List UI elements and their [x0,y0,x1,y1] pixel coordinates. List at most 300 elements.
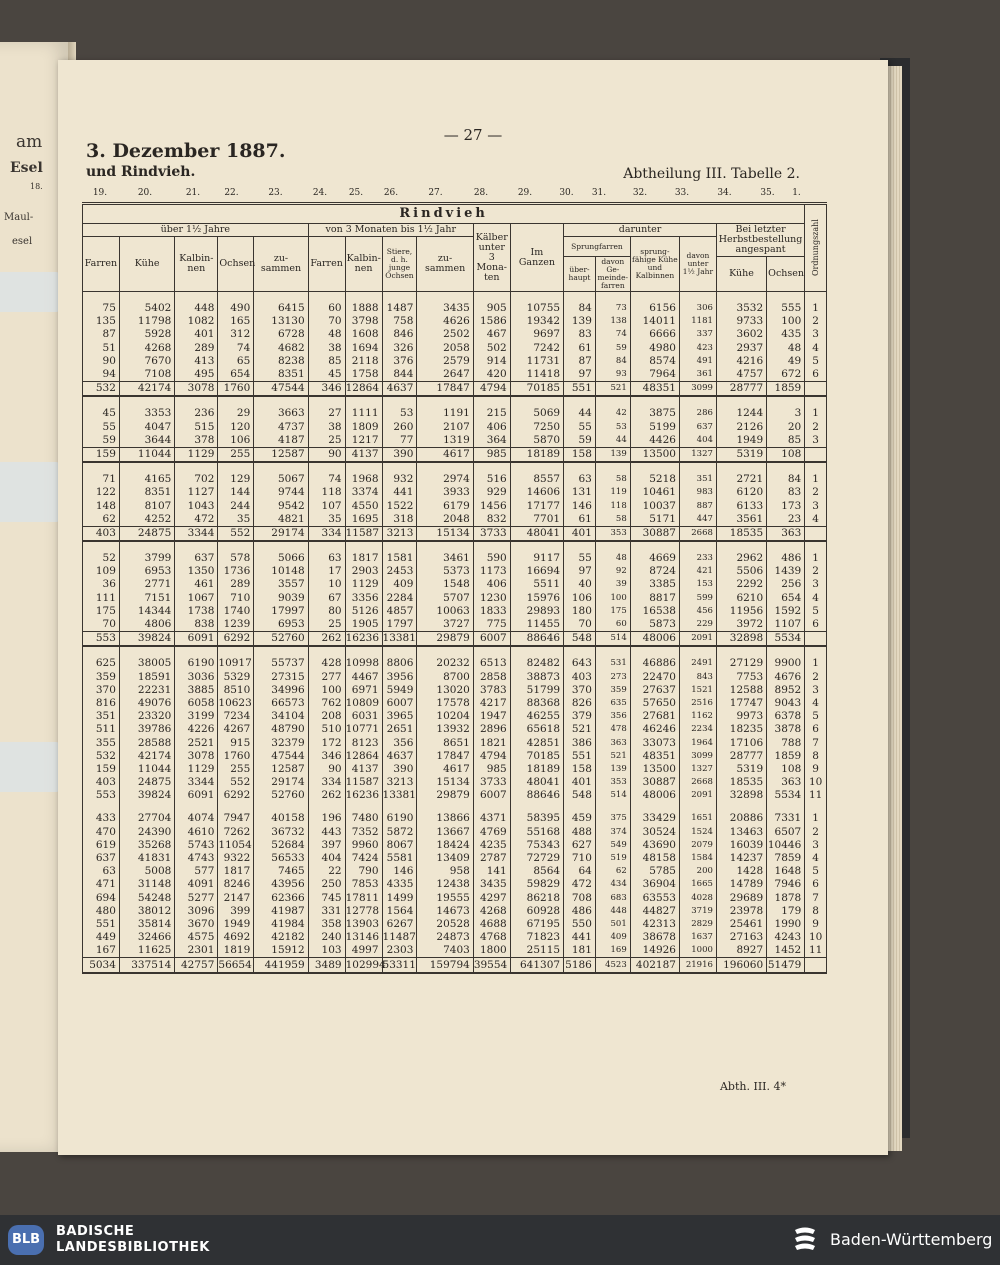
table-cell: 548 [564,789,596,802]
table-row [83,736,827,749]
table-cell: 63 [308,552,345,565]
table-cell: 1239 [218,618,254,632]
table-cell: 694 [83,892,120,905]
table-cell: 4523 [595,958,630,973]
table-cell: 63 [564,473,596,486]
table-cell: 5743 [175,839,218,852]
table-cell: 236 [175,407,218,420]
table-cell: 233 [679,552,716,565]
table-cell [767,462,805,473]
table-cell [564,802,596,812]
table-cell: 22 [308,865,345,878]
table-cell: 337514 [119,958,174,973]
table-cell: 29893 [510,605,563,618]
table-cell: 1067 [175,592,218,605]
table-cell [679,462,716,473]
table-row [83,826,827,839]
table-cell: 38005 [119,657,174,670]
table-row [83,328,827,341]
header-calves: Kälber unter 3 Mona-ten [473,224,510,292]
table-cell: 532 [83,750,120,763]
table-cell [767,396,805,407]
ordnungszahl-cell: 1 [805,552,827,565]
table-cell: 53 [595,421,630,434]
table-cell: 351 [679,473,716,486]
table-cell: 139 [595,447,630,462]
table-cell: 13130 [254,315,308,328]
table-cell [175,292,218,303]
table-cell: 1129 [345,578,382,591]
table-cell: 29879 [417,789,473,802]
table-cell: 363 [767,526,805,541]
header-col: über-haupt [564,257,596,292]
table-cell: 15912 [254,944,308,958]
ordnungszahl-cell: 2 [805,421,827,434]
table-cell: 75343 [510,839,563,852]
table-cell: 1637 [679,931,716,944]
table-cell: 406 [473,578,510,591]
table-cell: 25461 [716,918,766,931]
table-cell: 7465 [254,865,308,878]
table-cell: 70 [308,315,345,328]
ordnungszahl-cell: 2 [805,826,827,839]
table-cell: 46246 [630,723,679,736]
table-cell: 5506 [716,565,766,578]
table-cell: 48041 [510,526,563,541]
table-cell: 404 [679,434,716,448]
table-cell: 1760 [218,382,254,397]
header-group-mid: von 3 Monaten bis 1½ Jahr [308,224,473,237]
table-cell: 5277 [175,892,218,905]
table-cell: 9322 [218,852,254,865]
column-number: 28. [473,188,489,198]
table-cell [564,541,596,552]
table-cell: 1888 [345,302,382,315]
header-col: Kühe [119,237,174,292]
table-cell: 1452 [767,944,805,958]
table-cell: 27 [308,407,345,420]
table-gap-row [83,396,827,407]
table-cell [679,292,716,303]
table-cell: 6007 [473,632,510,647]
table-cell: 138 [595,315,630,328]
table-cell: 590 [473,552,510,565]
table-cell [716,462,766,473]
table-cell: 2962 [716,552,766,565]
table-cell: 23320 [119,710,174,723]
table-cell: 17177 [510,499,563,512]
table-cell: 1758 [345,368,382,382]
table-cell: 49076 [119,697,174,710]
header-col: zu-sammen [417,237,473,292]
blb-logo[interactable]: BLB [8,1225,44,1255]
table-cell: 240 [308,931,345,944]
table-cell: 1651 [679,812,716,825]
table-cell: 1173 [473,565,510,578]
table-cell: 28777 [716,382,766,397]
table-cell [175,462,218,473]
table-cell: 42851 [510,736,563,749]
table-cell: 4074 [175,812,218,825]
table-cell: 5534 [767,632,805,647]
table-cell [218,396,254,407]
table-row [83,434,827,448]
table-cell: 39824 [119,789,174,802]
table-cell: 4610 [175,826,218,839]
table-cell: 2292 [716,578,766,591]
table-cell: 397 [308,839,345,852]
table-cell: 74 [595,328,630,341]
table-cell [564,396,596,407]
table-cell: 196060 [716,958,766,973]
coat-of-arms-icon [792,1224,818,1256]
table-cell: 3798 [345,315,382,328]
table-cell: 449 [83,931,120,944]
table-cell [805,292,827,303]
table-cell: 762 [308,697,345,710]
table-cell: 100 [767,315,805,328]
table-cell: 28588 [119,736,174,749]
table-cell: 35 [308,513,345,527]
table-row [83,723,827,736]
table-cell: 3799 [119,552,174,565]
table-cell: 108 [767,763,805,776]
ordnungszahl-cell: 3 [805,578,827,591]
table-cell: 1800 [473,944,510,958]
table-cell: 109 [83,565,120,578]
table-cell: 553 [83,789,120,802]
table-cell: 55 [83,421,120,434]
table-cell: 1695 [345,513,382,527]
table-cell: 3733 [473,776,510,789]
table-cell: 5126 [345,605,382,618]
column-number: 35. [760,188,775,198]
table-cell: 4165 [119,473,174,486]
ordnungszahl-cell: 4 [805,513,827,527]
table-cell: 10 [308,578,345,591]
table-cell: 1964 [679,736,716,749]
table-row [83,473,827,486]
table-cell: 38 [308,421,345,434]
table-cell: 16039 [716,839,766,852]
table-cell: 1230 [473,592,510,605]
table-cell: 5873 [630,618,679,632]
table-cell [175,646,218,657]
table-cell: 10771 [345,723,382,736]
table-cell: 200 [679,865,716,878]
table-cell: 4297 [473,892,510,905]
state-name[interactable]: Baden-Württemberg [830,1230,993,1249]
table-cell: 30887 [630,776,679,789]
table-cell: 16694 [510,565,563,578]
table-cell: 421 [679,565,716,578]
library-name[interactable] [56,1224,210,1256]
table-cell: 35 [218,513,254,527]
ordnungszahl-cell: 3 [805,499,827,512]
table-row [83,776,827,789]
table-cell: 1584 [679,852,716,865]
table-cell: 13381 [382,632,417,647]
table-cell: 10917 [218,657,252,670]
table-cell: 67195 [510,918,563,931]
table-cell: 1111 [345,407,382,420]
table-cell: 72729 [510,852,563,865]
table-cell: 4692 [218,931,254,944]
table-cell: 118 [308,486,345,499]
table-cell: 8806 [382,657,417,670]
table-cell: 1694 [345,342,382,355]
table-cell: 4743 [175,852,218,865]
table-cell: 48 [767,342,805,355]
table-cell: 334 [308,526,345,541]
table-cell: 470 [83,826,120,839]
table-cell: 461 [175,578,218,591]
table-row [83,315,827,328]
table-cell: 1191 [417,407,473,420]
table-cell: 11731 [510,355,563,368]
table-cell: 4769 [473,826,510,839]
table-cell: 635 [595,697,630,710]
table-cell: 356 [382,736,417,749]
table-cell: 3036 [175,671,218,684]
table-cell: 334 [308,776,345,789]
table-cell [417,802,473,812]
table-cell: 985 [473,763,510,776]
table-cell: 3344 [175,776,218,789]
table-cell: 5402 [119,302,174,315]
table-cell: 55737 [254,657,308,670]
table-cell [308,646,345,657]
table-cell: 13500 [630,763,679,776]
table-cell: 58 [595,513,630,527]
table-cell: 4371 [473,812,510,825]
table-cell: 480 [83,905,120,918]
table-cell: 11044 [119,763,174,776]
table-cell: 6666 [630,328,679,341]
table-cell: 70 [83,618,120,632]
column-number: 25. [348,188,364,198]
table-cell: 423 [679,342,716,355]
page-edge [888,66,902,1151]
table-cell: 3972 [716,618,766,632]
table-cell: 41987 [254,905,308,918]
table-cell: 1740 [218,605,254,618]
table-cell [382,646,417,657]
table-cell [679,396,716,407]
table-cell [119,802,174,812]
table-cell: 932 [382,473,417,486]
ordnungszahl-cell: 9 [805,763,827,776]
table-cell: 2091 [679,789,716,802]
table-cell: 32379 [254,736,308,749]
table-row [83,878,827,891]
table-cell [119,462,174,473]
table-cell: 4794 [473,750,510,763]
table-cell: 58395 [510,812,563,825]
table-cell: 3885 [175,684,218,697]
table-cell [473,462,510,473]
table-cell: 775 [473,618,510,632]
table-cell: 4550 [345,499,382,512]
table-cell: 654 [218,368,254,382]
table-cell: 4252 [119,513,174,527]
table-cell: 654 [767,592,805,605]
table-cell: 1905 [345,618,382,632]
table-cell: 3096 [175,905,218,918]
table-cell [175,541,218,552]
table-cell: 486 [564,905,596,918]
table-cell [119,541,174,552]
table-row [83,407,827,420]
table-row [83,421,827,434]
table-cell: 702 [175,473,218,486]
viewer-bottom-bar [0,1215,1000,1265]
document-page [58,60,888,1155]
table-cell: 84 [767,473,805,486]
table-cell: 17997 [254,605,308,618]
table-cell: 627 [564,839,596,852]
header-section: Abtheilung III. Tabelle 2. [623,166,800,182]
table-cell: 2491 [679,657,716,670]
header-col: zu-sammen [254,237,308,292]
column-numbers [82,188,827,200]
table-row [83,931,827,944]
table-cell: 5069 [510,407,563,420]
table-cell [382,541,417,552]
table-cell: 44 [595,434,630,448]
table-cell: 13463 [716,826,766,839]
table-cell: 86218 [510,892,563,905]
table-cell: 22470 [630,671,679,684]
table-sum-row [83,958,827,973]
table-row [83,486,827,499]
table-cell: 7853 [345,878,382,891]
table-cell: 577 [175,865,218,878]
table-cell: 619 [83,839,120,852]
table-cell: 2303 [382,944,417,958]
table-cell: 552 [218,526,254,541]
table-cell: 1797 [382,618,417,632]
table-cell: 9960 [345,839,382,852]
table-cell: 208 [308,710,345,723]
table-cell: 2896 [473,723,510,736]
table-cell: 6953 [119,565,174,578]
table-row [83,513,827,527]
table-cell [119,292,174,303]
table-cell: 10063 [417,605,473,618]
table-cell: 2903 [345,565,382,578]
table-cell: 42 [595,407,630,420]
table-cell: 6007 [473,789,510,802]
table-cell: 88646 [510,789,563,802]
table-cell: 413 [175,355,218,368]
table-sum-row [83,526,827,541]
table-cell [175,396,218,407]
table-cell: 42174 [119,750,174,763]
table-cell: 488 [564,826,596,839]
table-cell: 448 [175,302,218,315]
table-cell: 32466 [119,931,174,944]
table-cell: 1738 [175,605,218,618]
header-col: Kühe [716,257,766,292]
table-cell: 1217 [345,434,382,448]
table-cell: 55 [564,421,596,434]
table-cell: 19342 [510,315,563,328]
table-cell: 403 [564,671,596,684]
table-cell: 70 [564,618,596,632]
table-cell: 4335 [382,878,417,891]
table-cell: 441959 [254,958,308,973]
table-cell: 39 [595,578,630,591]
table-cell: 7964 [630,368,679,382]
table-cell: 514 [595,789,630,802]
table-cell: 7424 [345,852,382,865]
table-cell: 386 [564,736,596,749]
table-cell [630,541,679,552]
table-cell: 914 [473,355,510,368]
table-cell: 6210 [716,592,766,605]
table-gap-row [83,292,827,303]
table-cell: 3489 [308,958,345,973]
table-cell: 32898 [716,789,766,802]
table-row [83,750,827,763]
table-cell: 2771 [119,578,174,591]
table-cell: 38873 [510,671,563,684]
table-cell: 4794 [473,382,510,397]
table-cell [767,541,805,552]
table-cell: 447 [679,513,716,527]
table-cell: 8927 [716,944,766,958]
column-number: 30. [559,188,574,198]
table-cell: 84 [564,302,596,315]
table-cell [473,646,510,657]
table-cell: 65618 [510,723,563,736]
table-cell: 435 [767,328,805,341]
table-cell: 42182 [254,931,308,944]
table-cell: 75 [83,302,120,315]
table-cell: 3078 [175,382,218,397]
table-cell: 11625 [119,944,174,958]
table-cell: 5534 [767,789,805,802]
table-cell: 2079 [679,839,716,852]
table-cell: 370 [83,684,120,697]
ordnungszahl-cell: 3 [805,684,827,697]
table-cell [679,802,716,812]
table-cell: 277 [308,671,345,684]
table-cell: 11487 [382,931,416,944]
header-group-herbst: Bei letzter Herbstbestellung angespant [716,224,804,257]
table-cell: 70185 [510,382,563,397]
table-cell: 1821 [473,736,510,749]
table-cell: 8700 [417,671,473,684]
table-cell [83,396,120,407]
table-cell: 139 [564,315,596,328]
header-group-sprung: Sprungfarren [564,237,631,257]
table-cell: 641307 [510,958,563,973]
table-cell: 1129 [175,447,218,462]
table-cell: 63553 [630,892,679,905]
table-cell: 4737 [254,421,308,434]
table-row [83,605,827,618]
table-cell: 8510 [218,684,254,697]
table-cell: 409 [595,931,630,944]
table-cell: 7242 [510,342,563,355]
table-cell: 643 [564,657,596,670]
table-cell: 18235 [716,723,766,736]
table-row [83,671,827,684]
table-row [83,944,827,958]
table-cell: 8351 [254,368,308,382]
